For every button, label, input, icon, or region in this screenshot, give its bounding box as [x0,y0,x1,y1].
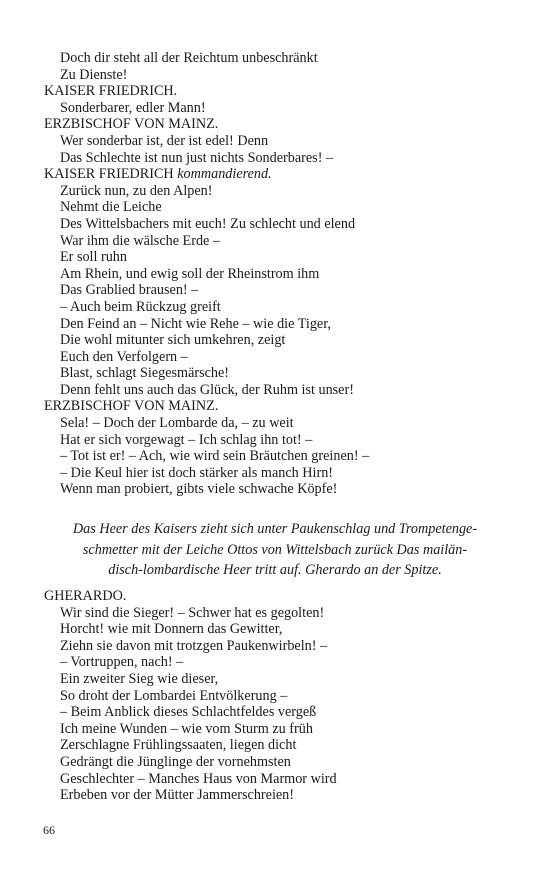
verse-line [44,754,514,771]
verse-text: Sonderbarer, edler Mann! [60,99,206,116]
verse-line [44,671,514,688]
verse-line [44,448,514,465]
verse-line [44,605,514,622]
verse-line [44,50,514,67]
verse-text: Wenn man probiert, gibts viele schwache Köpfe! [60,481,338,498]
verse-text: Sela! – Doch der Lombarde da, – zu weit [60,415,294,432]
stage-direction [40,519,510,581]
verse-text: Hat er sich vorgewagt – Ich schlag ihn tot! – [60,431,313,448]
verse-text: Horcht! wie mit Donnern das Gewitter, [60,621,283,638]
verse-text: Geschlechter – Manches Haus von Marmor wird [60,770,337,787]
verse-text: Ich meine Wunden – wie vom Sturm zu früh [60,720,313,737]
speaker-name [44,166,514,183]
verse-text: – Auch beim Rückzug greift [60,298,221,315]
verse-text: – Tot ist er! – Ach, wie wird sein Bräutchen greinen! – [60,448,370,465]
verse-text: Ziehn sie davon mit trotzgen Paukenwirbeln! – [60,637,328,654]
verse-line [44,432,514,449]
verse-line [44,216,514,233]
speaker-name [44,588,514,605]
verse-line [44,621,514,638]
verse-text: So droht der Lombardei Entvölkerung – [60,687,288,704]
verse-text: Gedrängt die Jünglinge der vornehmsten [60,753,291,770]
page-number: 66 [43,823,55,837]
verse-text: Doch dir steht all der Reichtum unbeschränkt [60,50,318,66]
speaker-name [44,83,514,100]
speaker-label: ERZBISCHOF VON MAINZ. [44,398,219,415]
stage-direction-inline: kommandierend. [173,166,272,183]
verse-line [44,382,514,399]
speaker-label: KAISER FRIEDRICH. [44,83,178,100]
verse-text: Den Feind an – Nicht wie Rehe – wie die Tiger, [60,315,331,332]
stage-direction-line: schmetter mit der Leiche Ottos von Wittelsbach zurück Das mailän- [82,541,468,558]
verse-text: Wer sonderbar ist, der ist edel! Denn [60,132,269,149]
verse-text: Erbeben vor der Mütter Jammerschreien! [60,787,294,804]
verse-text: – Die Keul hier ist doch stärker als manch Hirn! [60,464,334,481]
verse-line [44,654,514,671]
verse-text: Zerschlagne Frühlingssaaten, liegen dicht [60,737,297,754]
verse-text: Des Wittelsbachers mit euch! Zu schlecht und elend [60,215,356,232]
verse-line [44,249,514,266]
verse-line [44,199,514,216]
verse-line [44,183,514,200]
verse-line [44,316,514,333]
verse-text: Nehmt die Leiche [60,199,162,216]
verse-text: Zu Dienste! [60,66,128,83]
verse-line [44,365,514,382]
verse-line [44,737,514,754]
stage-direction-line: disch-lombardische Heer tritt auf. Gherardo an der Spitze. [108,562,442,578]
verse-line [44,133,514,150]
speaker-label: GHERARDO. [44,588,127,604]
verse-line [44,704,514,721]
verse-text: Zurück nun, zu den Alpen! [60,182,213,199]
verse-line [44,266,514,283]
verse-text: – Vortruppen, nach! – [60,654,184,671]
verse-text: Das Grablied brausen! – [60,282,199,299]
speaker-name [44,116,514,133]
verse-line [44,100,514,117]
verse-text: Blast, schlagt Siegesmärsche! [60,365,230,382]
verse-text: – Beim Anblick dieses Schlachtfeldes vergeß [60,704,317,721]
stage-direction-line: Das Heer des Kaisers zieht sich unter Paukenschlag und Trompetenge- [72,521,478,537]
verse-text: War ihm die wälsche Erde – [60,232,220,249]
verse-line [44,332,514,349]
verse-line [44,787,514,804]
verse-text: Wir sind die Sieger! – Schwer hat es gegolten! [60,604,325,621]
dialogue-block-1 [44,50,514,498]
verse-line [44,721,514,738]
verse-line [44,67,514,84]
verse-text: Das Schlechte ist nun just nichts Sonderbares! – [60,149,334,166]
speaker-label: ERZBISCHOF VON MAINZ. [44,116,219,133]
dialogue-block-2 [44,588,514,804]
verse-line [44,282,514,299]
verse-line [44,465,514,482]
speaker-label: KAISER FRIEDRICH [44,166,174,183]
verse-line [44,638,514,655]
verse-line [44,688,514,705]
verse-text: Er soll ruhn [60,249,127,266]
verse-line [44,415,514,432]
verse-line [44,349,514,366]
verse-text: Die wohl mitunter sich umkehren, zeigt [60,332,286,349]
verse-line [44,233,514,250]
verse-text: Ein zweiter Sieg wie dieser, [60,670,219,687]
verse-text: Euch den Verfolgern – [60,348,188,365]
verse-line [44,481,514,498]
speaker-name [44,398,514,415]
verse-line [44,771,514,788]
verse-line [44,150,514,167]
verse-text: Am Rhein, und ewig soll der Rheinstrom ihm [60,265,320,282]
verse-text: Denn fehlt uns auch das Glück, der Ruhm ist unser! [60,381,354,398]
verse-line [44,299,514,316]
